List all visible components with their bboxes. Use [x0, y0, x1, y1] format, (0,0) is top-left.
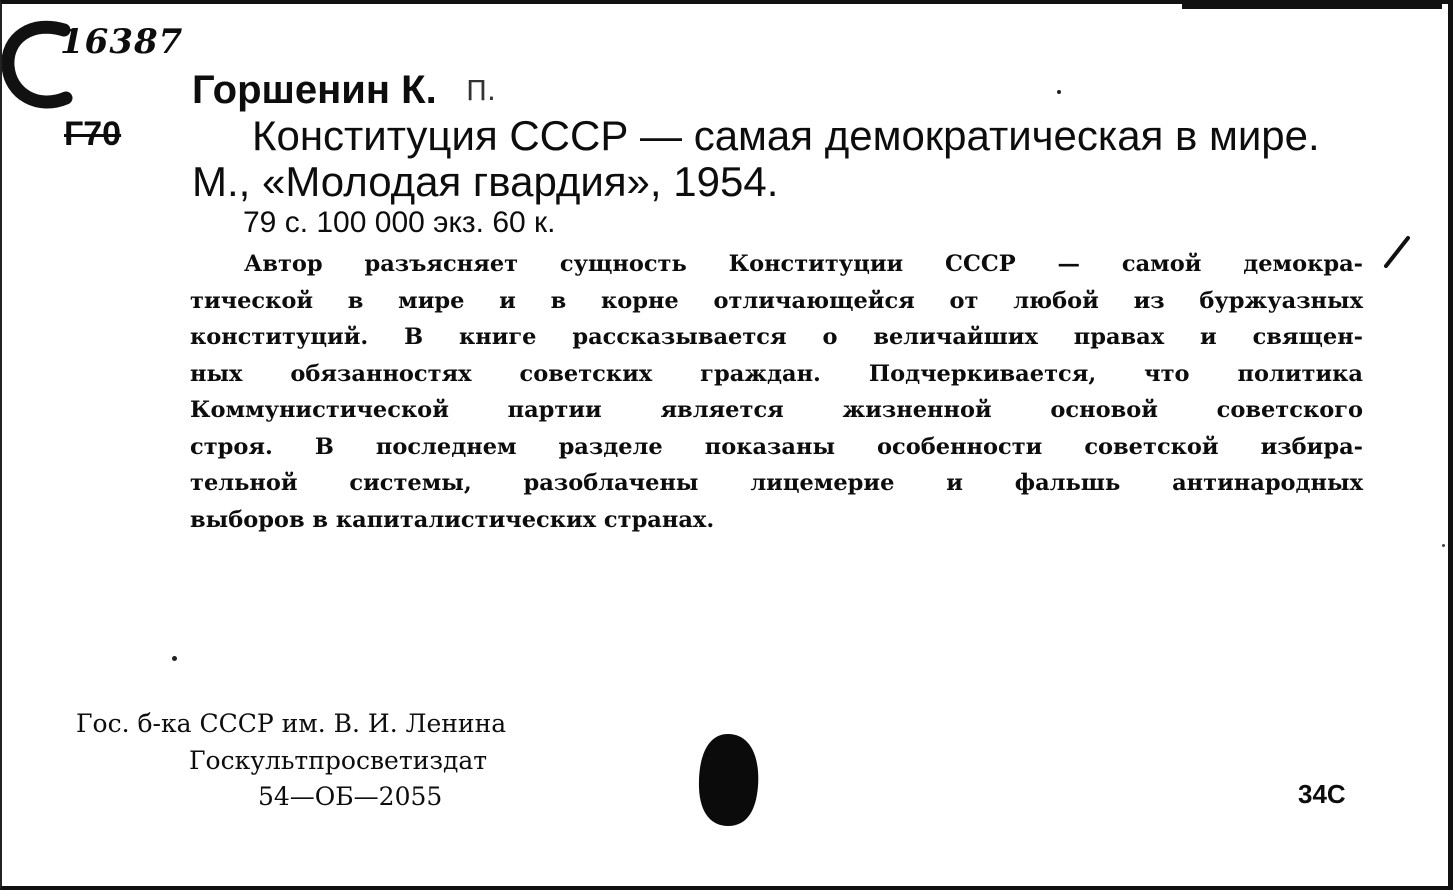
- author-heading: Горшенин К.: [192, 68, 437, 112]
- annotation-line: конституций. В книге рассказывается о величайших правах и священ-: [190, 324, 1363, 350]
- speck: [172, 656, 177, 661]
- annotation-line: тельной системы, разоблачены лицемерие и фальшь антинародных: [190, 470, 1363, 496]
- annotation-line: тической в мире и в корне отличающейся от любой из буржуазных: [190, 287, 1363, 314]
- publisher-name: Госкультпросветиздат: [189, 746, 488, 775]
- imprint: М., «Молодая гвардия», 1954.: [192, 158, 779, 205]
- punched-hole-icon: [694, 730, 764, 830]
- speck: [1442, 544, 1445, 547]
- author-handwritten-mark: П.: [466, 74, 496, 107]
- speck: [1057, 90, 1061, 94]
- annotation-line: ных обязанностях советских граждан. Подчеркивается, что политика: [190, 360, 1363, 387]
- card-number: 34С: [1298, 779, 1346, 809]
- top-edge-mark: [1182, 4, 1442, 9]
- annotation: [190, 246, 1363, 538]
- check-mark-icon: [1382, 232, 1412, 272]
- call-number: 16387: [60, 22, 184, 62]
- collation: 79 с. 100 000 экз. 60 к.: [243, 206, 556, 239]
- annotation-line: выборов в капиталистических странах.: [190, 506, 715, 533]
- annotation-line: Коммунистической партии является жизненной основой советского: [190, 397, 1363, 423]
- library-name: Гос. б-ка СССР им. В. И. Ленина: [76, 709, 507, 738]
- card-code: 54—ОБ—2055: [258, 782, 443, 811]
- old-index-struck: Г70: [64, 115, 122, 153]
- annotation-line: строя. В последнем разделе показаны особенности советской избира-: [190, 433, 1363, 460]
- book-title: Конституция СССР — самая демократическая в мире.: [252, 112, 1320, 159]
- annotation-line: Автор разъясняет сущность Конституции СССР — самой демокра-: [244, 251, 1363, 277]
